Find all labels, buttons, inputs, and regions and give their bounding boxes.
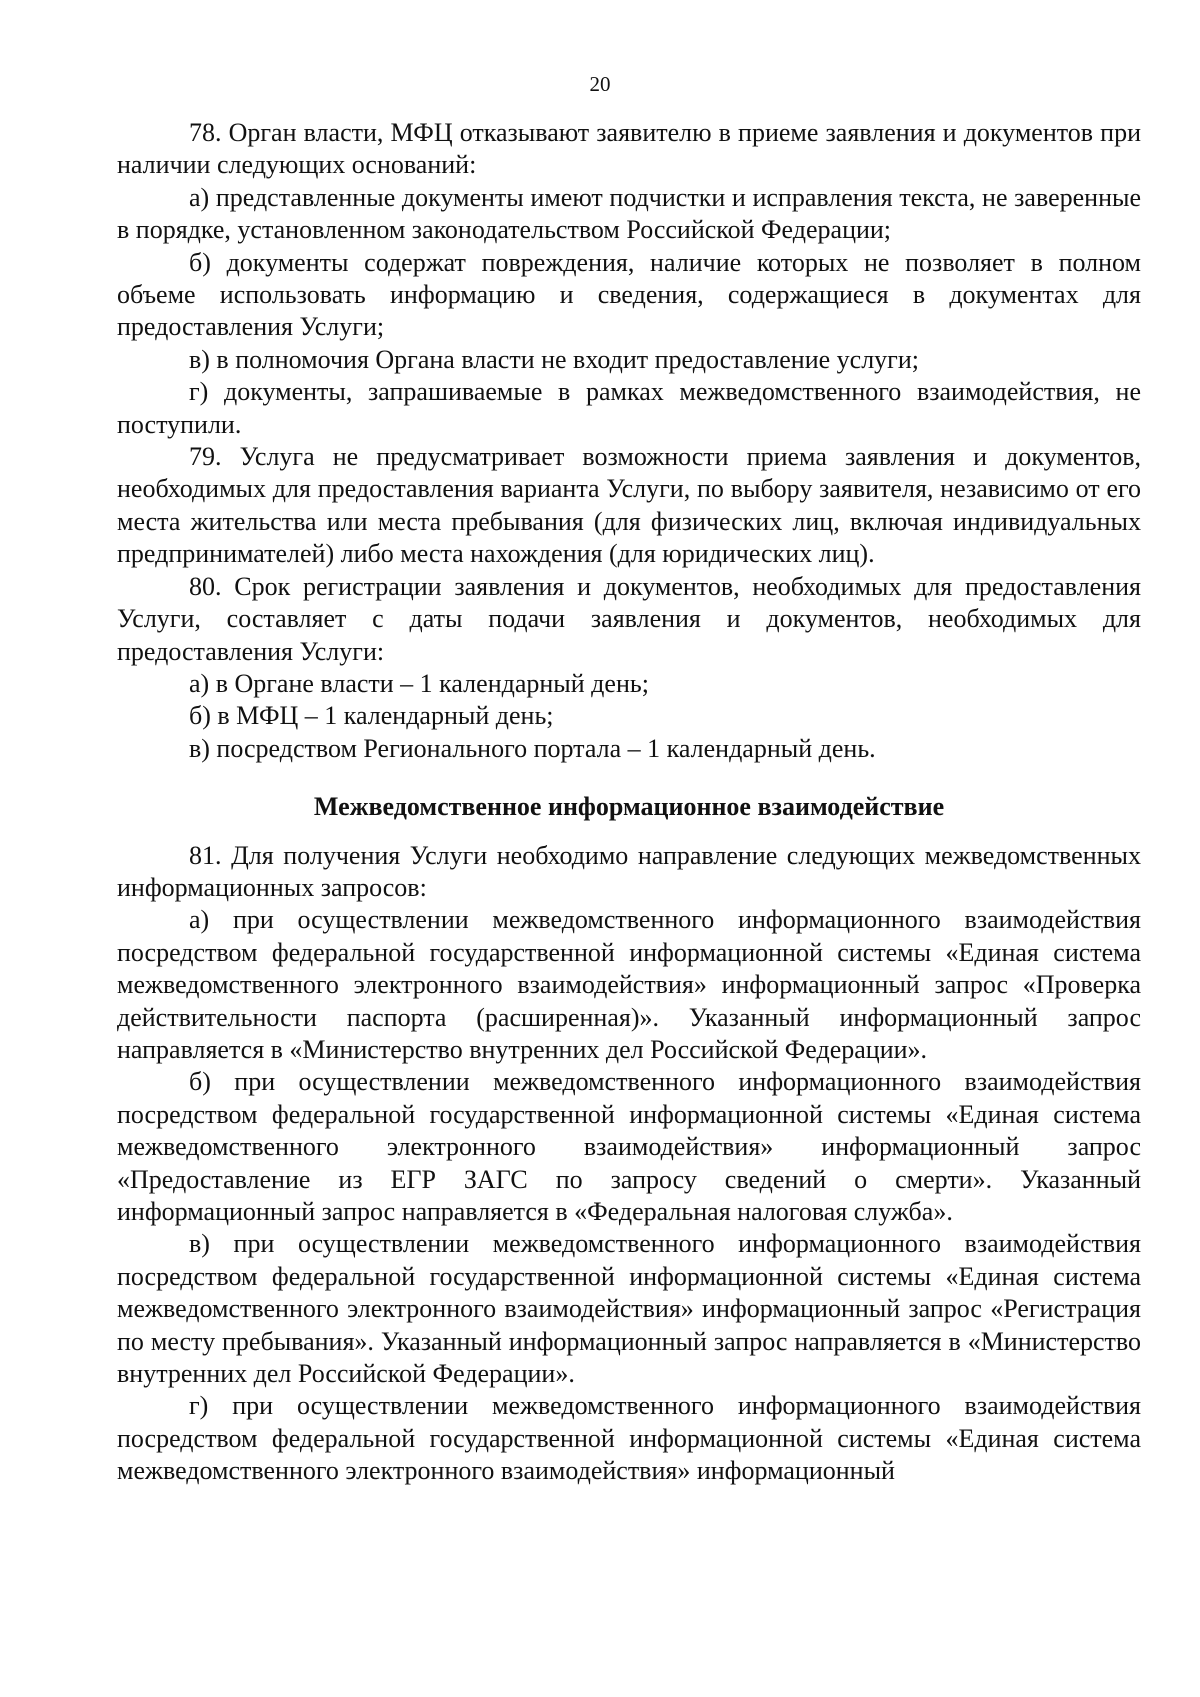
paragraph-80-b: б) в МФЦ – 1 календарный день; (189, 701, 554, 731)
paragraph-81-a: а) при осуществлении межведомственного информационного взаимодействия посредством федеральной государственной информационной системы «Единая система межведомственного электронного взаимодействия» информационный запрос «Проверка действительности паспорта (расширенная)». Указанный информационный запрос направляется в «Министерство внутренних дел Российской Федерации». (117, 905, 1141, 1064)
paragraph-81: 81. Для получения Услуги необходимо направление следующих межведомственных информационных запросов: (117, 840, 1141, 902)
paragraph-81-b: б) при осуществлении межведомственного информационного взаимодействия посредством федеральной государственной информационной системы «Единая система межведомственного электронного взаимодействия» информационный запрос «Предоставление из ЕГР ЗАГС по запросу сведений о смерти». Указанный информационный запрос направляется в «Федеральная налоговая служба». (117, 1067, 1141, 1226)
paragraph-80-a: а) в Органе власти – 1 календарный день; (189, 668, 649, 698)
paragraph-78: 78. Орган власти, МФЦ отказывают заявителю в приеме заявления и документов при наличии следующих оснований: (117, 118, 1141, 180)
paragraph-78-g: г) документы, запрашиваемые в рамках межведомственного взаимодействия, не поступили. (117, 377, 1141, 439)
paragraph-78-v: в) в полномочия Органа власти не входит предоставление услуги; (189, 344, 919, 374)
paragraph-79: 79. Услуга не предусматривает возможности приема заявления и документов, необходимых для предоставления варианта Услуги, по выбору заявителя, независимо от его места жительства или места пребывания (для физических лиц, включая индивидуальных предпринимателей) либо места нахождения (для юридических лиц). (117, 442, 1141, 569)
paragraph-81-v: в) при осуществлении межведомственного информационного взаимодействия посредством федеральной государственной информационной системы «Единая система межведомственного электронного взаимодействия» информационный запрос «Регистрация по месту пребывания». Указанный информационный запрос направляется в «Министерство внутренних дел Российской Федерации». (117, 1229, 1141, 1389)
paragraph-78-a: а) представленные документы имеют подчистки и исправления текста, не заверенные в порядке, установленном законодательством Российской Федерации; (117, 182, 1141, 245)
paragraph-80: 80. Срок регистрации заявления и документов, необходимых для предоставления Услуги, составляет с даты подачи заявления и документов, необходимых для предоставления Услуги: (117, 571, 1141, 666)
paragraph-81-g: г) при осуществлении межведомственного информационного взаимодействия посредством федеральной государственной информационной системы «Единая система межведомственного электронного взаимодействия» информационный (117, 1391, 1141, 1486)
paragraph-78-b: б) документы содержат повреждения, наличие которых не позволяет в полном объеме использовать информацию и сведения, содержащиеся в документах для предоставления Услуги; (117, 247, 1141, 342)
document-body (117, 117, 1141, 1488)
section-heading: Межведомственное информационное взаимодействие (313, 792, 945, 822)
page-number: 20 (589, 72, 611, 96)
paragraph-80-v: в) посредством Регионального портала – 1 календарный день. (189, 733, 876, 763)
